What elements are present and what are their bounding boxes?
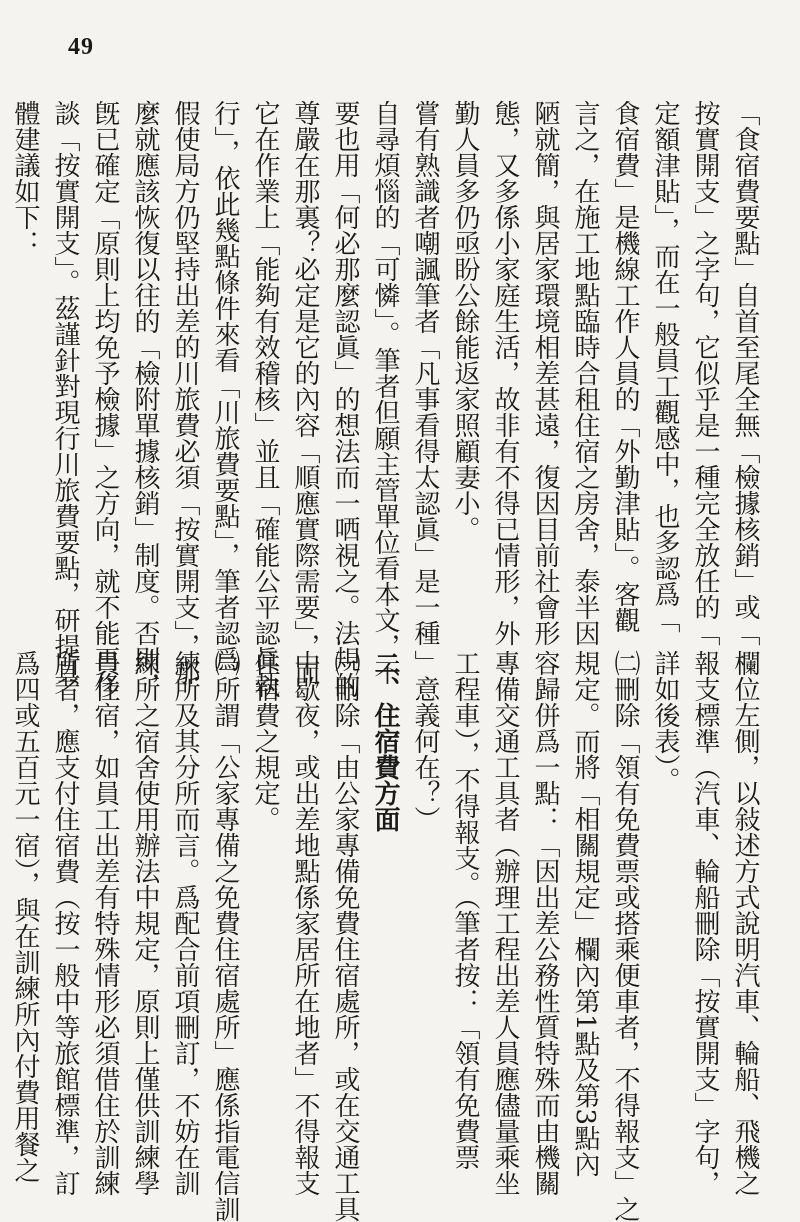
text-column: 尊嚴在那裏？必定是它的內容「順應實際需要」，而 [290, 100, 320, 685]
text-column: 體建議如下： [10, 100, 40, 256]
text-column: 工程車），不得報支。（筆者按：「領有免費票 [450, 650, 480, 1170]
text-column: ㈡刪除「領有免費票或搭乘便車者，不得報支」之 [610, 650, 640, 1222]
text-column: 言之，在施工地點臨時合租住宿之房舍，泰半因 [570, 100, 600, 646]
text-column: 自尋煩惱的「可憐」。筆者但願主管單位看本文，不 [370, 100, 400, 685]
text-column: 住宿費之規定。 [250, 650, 280, 832]
text-column: 」意義何在？） [410, 650, 440, 832]
text-column: 欄位左側，以敍述方式說明汽車、輪船、飛機之 [730, 650, 760, 1196]
text-column: ㈡所謂「公家專備之免費住宿處所」應係指電信訓 [210, 650, 240, 1222]
text-column: 按實開支」之字句，它似乎是一種完全放任的「 [690, 100, 720, 646]
text-column: 態，又多係小家庭生活，故非有不得已情形，外 [490, 100, 520, 646]
text-column: 談「按實開支」。茲謹針對現行川旅費要點，研提具 [50, 100, 80, 685]
text-column: 報支標準（汽車、輪船刪除「按實開支」字句， [690, 650, 720, 1196]
text-column: 定額津貼」，而在一般員工觀感中，也多認爲「 [650, 100, 680, 633]
section-heading: 二、住宿費方面 [370, 650, 400, 832]
text-column: 要也用「何必那麼認眞」的想法而一哂視之。法規的 [330, 100, 360, 698]
text-column: 嘗有熟識者嘲諷筆者「凡事看得太認眞」是一種 [410, 100, 440, 646]
text-column: 容歸併爲一點：「因出差公務性質特殊而由機關 [530, 650, 560, 1196]
text-column: 員住宿，如員工出差有特殊情形必須借住於訓練 [90, 650, 120, 1196]
text-column: 詳如後表）。 [650, 650, 680, 793]
text-column: 食宿費」是機線工作人員的「外勤津貼」。客觀 [610, 100, 640, 633]
text-column: 旣已確定「原則上均免予檢據」之方向，就不能再侈 [90, 100, 120, 698]
text-column: 爲四或五百元一宿），與在訓練所內付費用餐之 [10, 650, 40, 1183]
text-column: 陋就簡，與居家環境相差甚遠，復因目前社會形 [530, 100, 560, 646]
text-column: 專備交通工具者（辦理工程出差人員應儘量乘坐 [490, 650, 520, 1196]
page-number: 49 [68, 34, 94, 60]
bottom-text-block [10, 650, 760, 1222]
text-column: 所者，應支付住宿費（按一般中等旅館標準，訂 [50, 650, 80, 1196]
text-column: ㈠刪除「由公家專備免費住宿處所，或在交通工具 [330, 650, 360, 1222]
text-column: 練所之宿舍使用辦法中規定，原則上僅供訓練學 [130, 650, 160, 1196]
text-column: 中歇夜，或出差地點係家居所在地者」不得報支 [290, 650, 320, 1196]
text-column: 規定。而將「相關規定」欄內第1點及第3點內 [570, 650, 600, 1178]
text-column: 它在作業上「能夠有效稽核」並且「確能公平認眞執 [250, 100, 280, 698]
text-column: 練所及其分所而言。爲配合前項刪訂，不妨在訓 [170, 650, 200, 1196]
text-column: 勤人員多仍亟盼公餘能返家照顧妻小。 [450, 100, 480, 542]
text-column: 行」，依此幾點條件來看「川旅費要點」，筆者認爲 [210, 100, 240, 672]
text-column: 麼就應該恢復以往的「檢附單據核銷」制度。否則， [130, 100, 160, 698]
top-text-block [10, 100, 760, 698]
text-column: 假使局方仍堅持出差的川旅費必須「按實開支」，那 [170, 100, 200, 685]
text-column: 「食宿費要點」自首至尾全無「檢據核銷」或「 [730, 100, 760, 646]
